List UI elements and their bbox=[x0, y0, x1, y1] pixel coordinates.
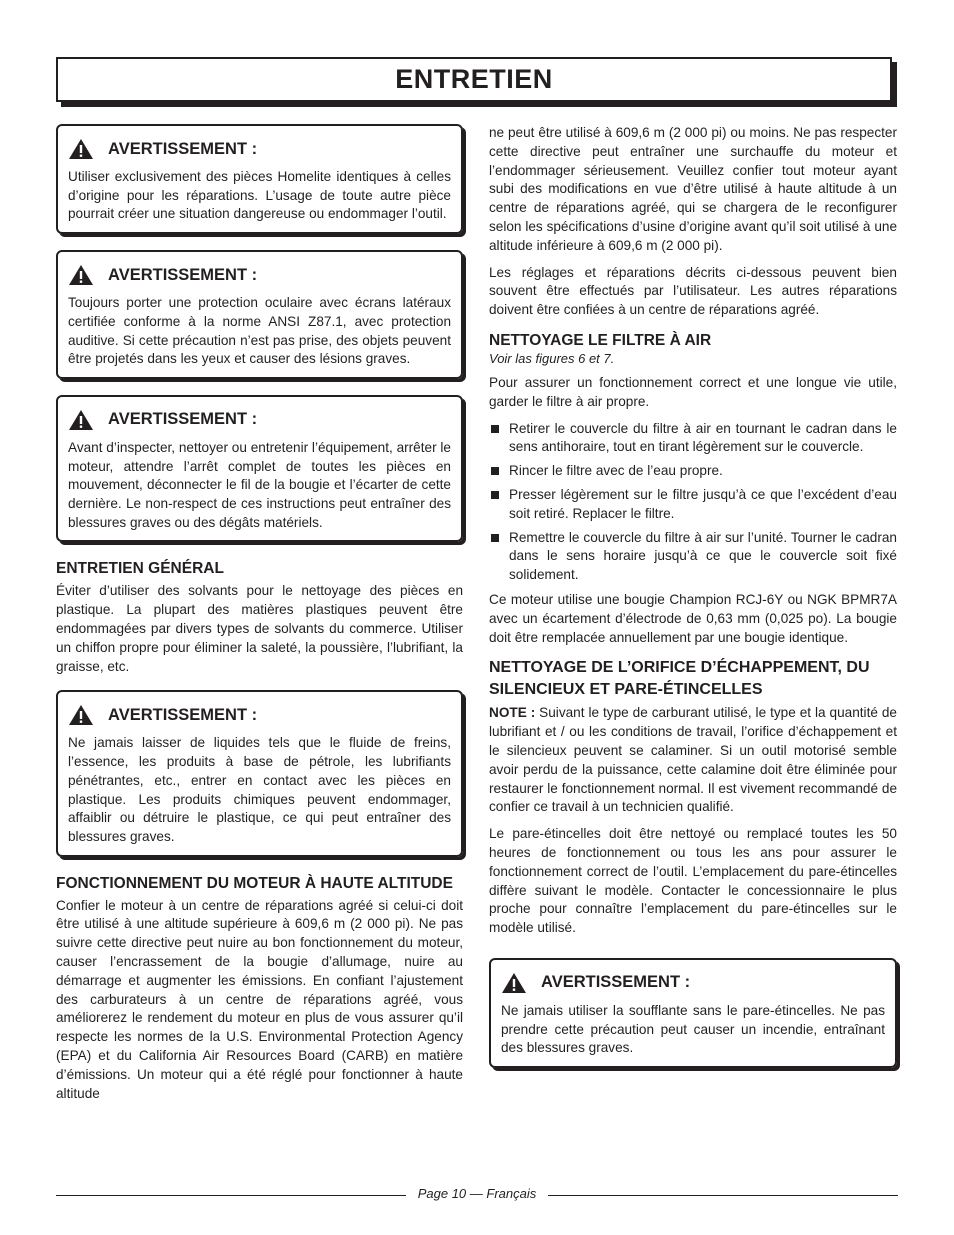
warning-triangle-icon bbox=[68, 704, 94, 726]
warning-header bbox=[68, 409, 451, 431]
footer-text: Page 10 — Français bbox=[406, 1186, 549, 1201]
warning-header bbox=[68, 704, 451, 726]
left-column bbox=[56, 124, 463, 1111]
warning-text: Ne jamais utiliser la soufflante sans le pare-étincelles. Ne pas prendre cette précaution peut causer un incendie, entraînant des blessures graves. bbox=[501, 1002, 885, 1056]
page-title-box bbox=[56, 57, 892, 102]
warning-text: Utiliser exclusivement des pièces Homelite identiques à celles d’origine pour les réparations. L’usage de toute autre pièce pourrait créer une situation dangereuse ou endommager l’outil. bbox=[68, 169, 451, 222]
altitude-text: Confier le moteur à un centre de réparations agréé si celui-ci doit être utilisé à une altitude supérieure à 609,6 m (2 000 pi). Ne pas suivre cette directive peut nuire au bon fonctionnement du moteur, causer l’encrassement de la bougie d’allumage, nuire au démarrage et augmenter les émissions. En confiant l’ajustement des carburateurs à un centre de réparations agréé, vous améliorerez le rendement du moteur en plus de vous assurer qu’il respecte les normes de la U.S. Environmental Protection Agency (EPA) et du California Air Resources Board (CARB) en matière d’émissions. Un moteur qui a été réglé pour fonctionner à haute altitude bbox=[56, 897, 463, 1101]
warning-box bbox=[489, 958, 897, 1068]
warning-box bbox=[56, 250, 463, 379]
spark-arrestor-text: Le pare-étincelles doit être nettoyé ou remplacé toutes les 50 heures de fonctionnement ou tous les ans pour assurer le fonctionnement correct de l’outil. L’emplacement du pare-étincelles diffère suivant le modèle. Contacter le concessionnaire le plus proche pour connaître l’emplacement du pare-étincelles sur le modèle utilisé. bbox=[489, 826, 897, 936]
warning-text: Avant d’inspecter, nettoyer ou entretenir l’équipement, arrêter le moteur, attendre l’arrêt complet de toutes les pièces en mouvement, déconnecter le fil de la bougie et l’écarter de cette dernière. Le non-respect de ces instructions peut entraîner des blessures graves ou des dégâts matériels. bbox=[68, 439, 451, 530]
warning-text: Toujours porter une protection oculaire avec écrans latéraux certifiée conforme à la norme ANSI Z87.1, avec protection auditive. Si cette précaution n’est pas prise, des objets peuvent être projetés dans les yeux et causer des lésions graves. bbox=[68, 295, 451, 367]
section-heading-exhaust: NETTOYAGE DE L’ORIFICE D’ÉCHAPPEMENT, DU SILENCIEUX ET PARE-ÉTINCELLES bbox=[489, 659, 870, 699]
warning-triangle-icon bbox=[68, 138, 94, 160]
warning-triangle-icon bbox=[501, 972, 527, 994]
warning-header bbox=[68, 138, 451, 160]
figure-reference: Voir las figures 6 et 7. bbox=[489, 350, 615, 366]
air-filter-intro: Pour assurer un fonctionnement correct et une longue vie utile, garder le filtre à air propre. bbox=[489, 374, 897, 409]
warning-title: AVERTISSEMENT : bbox=[108, 265, 258, 284]
adjustments-text: Les réglages et réparations décrits ci-dessous peuvent bien souvent être effectués par l’utilisateur. Les autres réparations doivent être confiées à un centre de réparations agréé. bbox=[489, 264, 897, 318]
right-column bbox=[489, 124, 897, 1084]
warning-header bbox=[501, 972, 885, 994]
note-paragraph bbox=[489, 704, 897, 817]
general-maintenance-text: Éviter d’utiliser des solvants pour le nettoyage des pièces en plastique. La plupart des matières plastiques peuvent être endommagées par divers types de solvants du commerce. Utiliser un chiffon propre pour éliminer la saleté, la poussière, l’lubrifiant, la graisse, etc. bbox=[56, 583, 463, 674]
warning-header bbox=[68, 264, 451, 286]
page-footer bbox=[56, 1185, 898, 1205]
spark-plug-text: Ce moteur utilise une bougie Champion RCJ-6Y ou NGK BPMR7A avec un écartement d’électrode de 0,63 mm (0,025 po). La bougie doit être remplacée annuellement par une bougie identique. bbox=[489, 591, 897, 645]
footer-page-label bbox=[56, 1186, 898, 1201]
warning-title: AVERTISSEMENT : bbox=[108, 410, 258, 429]
warning-title: AVERTISSEMENT : bbox=[108, 139, 258, 158]
warning-title: AVERTISSEMENT : bbox=[108, 705, 258, 724]
note-label: NOTE : bbox=[489, 705, 536, 721]
warning-box bbox=[56, 124, 463, 234]
list-item: Retirer le couvercle du filtre à air en tournant le cadran dans le sens antihoraire, tout en tirant légèrement sur le couvercle. bbox=[489, 420, 897, 458]
section-heading-general: ENTRETIEN GÉNÉRAL bbox=[56, 560, 224, 578]
air-filter-steps bbox=[489, 420, 897, 585]
list-item: Presser légèrement sur le filtre jusqu’à ce que l’excédent d’eau soit retiré. Replacer le filtre. bbox=[489, 486, 897, 524]
warning-triangle-icon bbox=[68, 409, 94, 431]
list-item: Rincer le filtre avec de l’eau propre. bbox=[489, 462, 897, 481]
section-heading-air-filter: NETTOYAGE LE FILTRE À AIR bbox=[489, 331, 712, 349]
list-item: Remettre le couvercle du filtre à air sur l’unité. Tourner le cadran dans le sens horaire jusqu’à ce que le couvercle soit fixé solidement. bbox=[489, 529, 897, 585]
note-text: Suivant le type de carburant utilisé, le type et la quantité de lubrifiant et / ou les conditions de travail, l’orifice d’échappement et le silencieux peuvent se calaminer. Si un outil motorisé semble avoir perdu de la puissance, cette calamine doit être éliminée pour restaurer le fonctionnement normal. Il est vivement recommandé de confier ce travail à un technicien qualifié. bbox=[489, 705, 897, 815]
section-heading-altitude: FONCTIONNEMENT DU MOTEUR À HAUTE ALTITUDE bbox=[56, 874, 453, 892]
page-title: ENTRETIEN bbox=[395, 64, 553, 94]
warning-text: Ne jamais laisser de liquides tels que le fluide de freins, l’essence, les produits à base de pétrole, les lubrifiants pénétrantes, etc., entrer en contact avec les pièces en plastique. Les produits chimiques peuvent endommager, affaiblir ou détruire le plastique, ce qui peut entraîner des blessures graves. bbox=[68, 735, 451, 844]
altitude-text-continued: ne peut être utilisé à 609,6 m (2 000 pi) ou moins. Ne pas respecter cette directive peut entraîner une surchauffe du moteur et l’endommager sérieusement. Veuillez confier tout moteur ayant subi des modifications en vue d’être utilisé à haute altitude à un centre de réparations agréé, qui se chargera de le reconfigurer selon les spécifications d’usine d’origine avant qu’il soit utilisé à une altitude inférieure à 609,6 m (2 000 pi). bbox=[489, 125, 897, 253]
warning-box bbox=[56, 690, 463, 856]
warning-title: AVERTISSEMENT : bbox=[541, 973, 691, 992]
warning-box bbox=[56, 395, 463, 543]
warning-triangle-icon bbox=[68, 264, 94, 286]
